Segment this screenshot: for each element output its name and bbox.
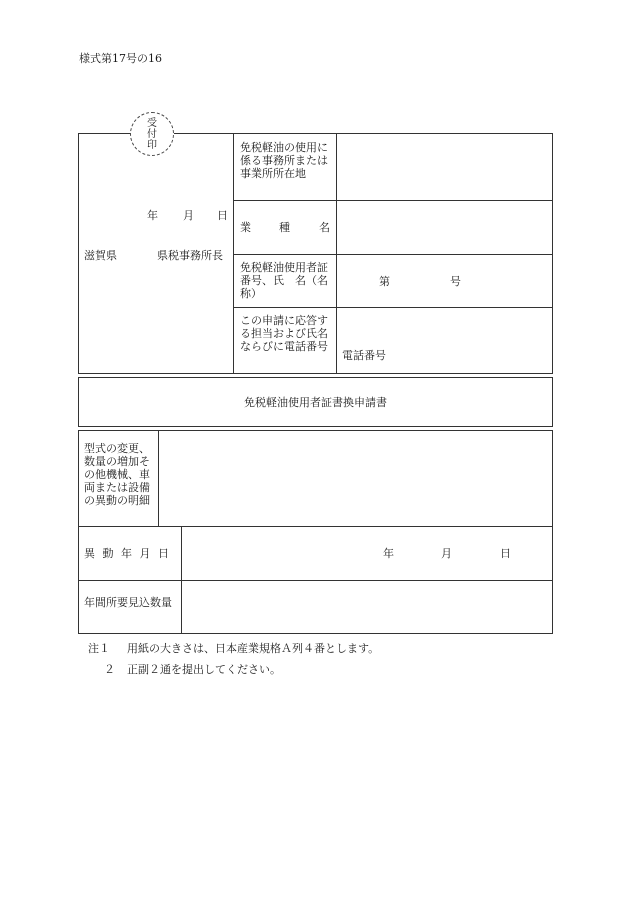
business-type-char: 名 — [319, 221, 330, 234]
stamp-char: 付 — [147, 128, 157, 140]
stamp-char: 印 — [147, 139, 157, 151]
divider — [233, 254, 553, 255]
certificate-label: 免税軽油使用者証番号、氏 名（名称） — [240, 261, 328, 300]
stamp-char: 受 — [147, 117, 157, 129]
divider — [158, 430, 159, 526]
cert-number-suffix: 号 — [450, 275, 461, 288]
cert-number-prefix: 第 — [379, 275, 390, 288]
date-month-label: 月 — [183, 209, 194, 222]
office-head-label: 県税事務所長 — [157, 249, 223, 262]
phone-label: 電話番号 — [342, 349, 386, 362]
divider — [233, 200, 553, 201]
change-month-label: 月 — [441, 547, 452, 560]
contact-label: この申請に応答する担当および氏名ならびに電話番号 — [240, 314, 328, 353]
change-day-label: 日 — [500, 547, 511, 560]
reception-stamp — [130, 112, 174, 156]
note-number: ２ — [104, 663, 115, 676]
change-year-label: 年 — [383, 547, 394, 560]
note-text: 正副２通を提出してください。 — [127, 663, 281, 676]
form-number: 様式第17号の16 — [79, 52, 162, 65]
note-number: 注１ — [88, 642, 110, 655]
date-day-label: 日 — [217, 209, 228, 222]
details-label: 型式の変更、数量の増加その他機械、車両または設備の異動の明細 — [84, 442, 150, 507]
business-type-char: 業 — [240, 221, 251, 234]
business-type-char: 種 — [279, 221, 290, 234]
annual-usage-label: 年間所要見込数量 — [84, 596, 172, 609]
office-location-label: 免税軽油の使用に係る事務所または事業所所在地 — [240, 141, 328, 180]
prefecture-label: 滋賀県 — [84, 249, 117, 262]
change-date-label: 異 動 年 月 日 — [84, 547, 171, 560]
date-year-label: 年 — [147, 209, 158, 222]
divider — [78, 526, 553, 527]
divider — [78, 580, 553, 581]
form-title: 免税軽油使用者証書換申請書 — [244, 396, 387, 409]
note-text: 用紙の大きさは、日本産業規格Ａ列４番とします。 — [127, 642, 380, 655]
divider — [233, 307, 553, 308]
